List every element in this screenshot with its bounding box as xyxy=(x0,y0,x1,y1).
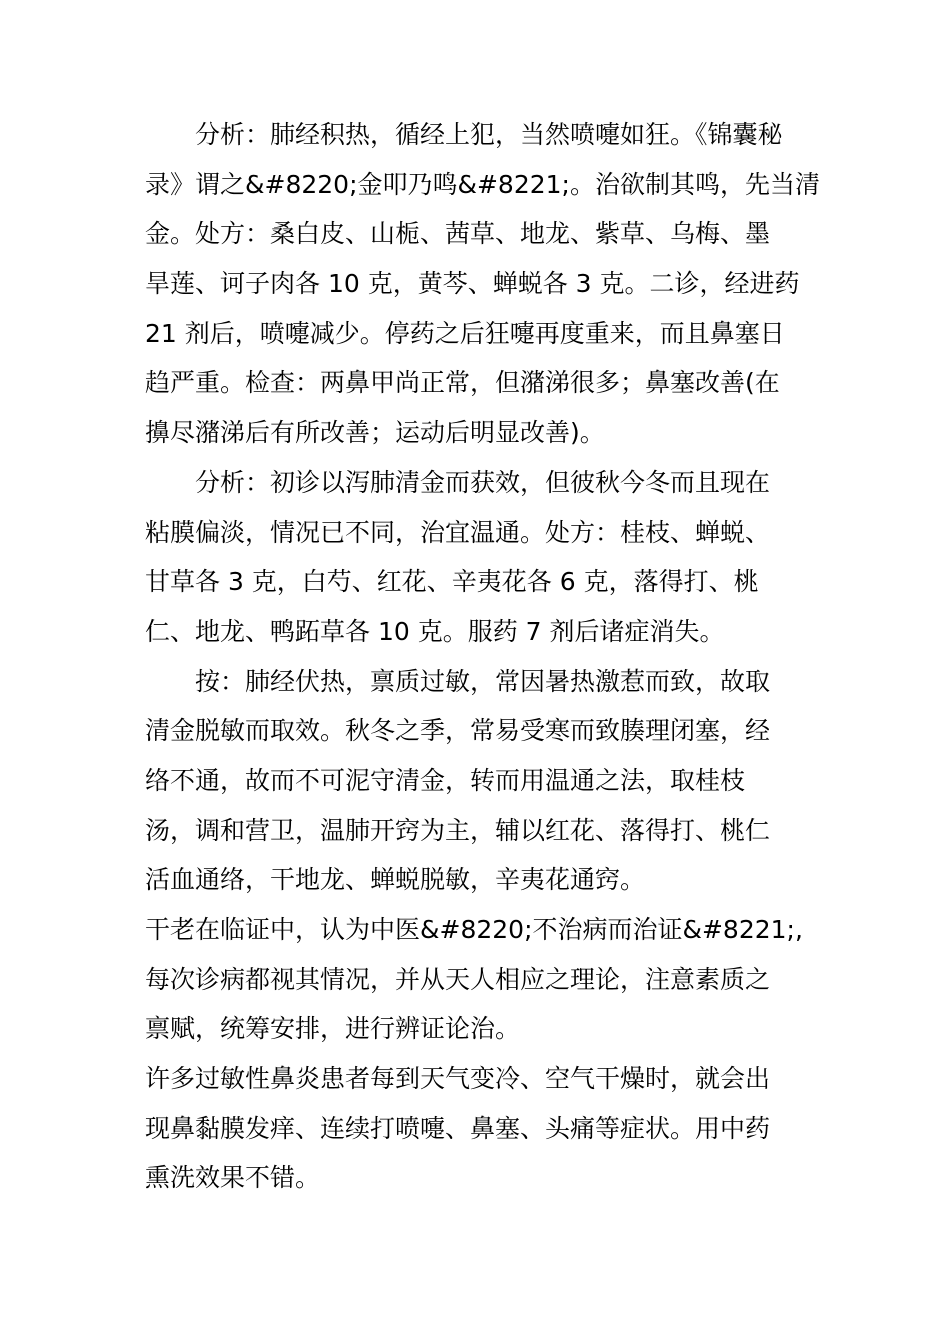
paragraph-fumigation xyxy=(145,1054,810,1203)
text-line: 络不通，故而不可泥守清金，转而用温通之法，取桂枝 xyxy=(145,765,746,795)
text-line: 活血通络，干地龙、蝉蜕脱敏，辛夷花通窍。 xyxy=(145,865,646,895)
text-line: 21 剂后，喷嚏减少。停药之后狂嚏再度重来，而且鼻塞日 xyxy=(145,318,785,348)
text-line: 许多过敏性鼻炎患者每到天气变冷、空气干燥时，就会出 xyxy=(145,1064,771,1094)
text-line: 擤尽潴涕后有所改善；运动后明显改善)。 xyxy=(145,418,605,448)
text-line: 金。处方：桑白皮、山栀、茜草、地龙、紫草、乌梅、墨 xyxy=(145,219,771,249)
text-line: 旱莲、诃子肉各 10 克，黄芩、蝉蜕各 3 克。二诊，经进药 xyxy=(145,269,800,299)
text-line: 禀赋，统筹安排，进行辨证论治。 xyxy=(145,1014,521,1044)
text-line: 甘草各 3 克，白芍、红花、辛夷花各 6 克，落得打、桃 xyxy=(145,567,759,597)
text-line: 分析：初诊以泻肺清金而获效，但彼秋今冬而且现在 xyxy=(195,467,771,497)
paragraph-analysis-2 xyxy=(145,458,810,657)
paragraph-note xyxy=(145,657,810,905)
document-body xyxy=(145,110,820,1203)
text-line: 粘膜偏淡，情况已不同，治宜温通。处方：桂枝、蝉蜕、 xyxy=(145,517,771,547)
paragraph-clinical-principle xyxy=(145,905,810,1054)
text-line: 按：肺经伏热，禀质过敏，常因暑热激惹而致，故取 xyxy=(195,666,771,696)
text-line: 干老在临证中，认为中医&#8220;不治病而治证&#8221;, xyxy=(145,915,803,944)
text-line: 录》谓之&#8220;金叩乃鸣&#8221;。治欲制其鸣，先当清 xyxy=(145,169,820,199)
text-line: 仁、地龙、鸭跖草各 10 克。服药 7 剂后诸症消失。 xyxy=(145,616,725,646)
text-line: 熏洗效果不错。 xyxy=(145,1163,321,1193)
paragraph-analysis-1 xyxy=(145,110,820,458)
text-line: 每次诊病都视其情况，并从天人相应之理论，注意素质之 xyxy=(145,964,771,994)
text-line: 趋严重。检查：两鼻甲尚正常，但潴涕很多；鼻塞改善(在 xyxy=(145,368,780,398)
text-line: 现鼻黏膜发痒、连续打喷嚏、鼻塞、头痛等症状。用中药 xyxy=(145,1113,771,1143)
text-line: 汤，调和营卫，温肺开窍为主，辅以红花、落得打、桃仁 xyxy=(145,815,771,845)
text-line: 分析：肺经积热，循经上犯，当然喷嚏如狂。《锦囊秘 xyxy=(195,120,783,149)
text-line: 清金脱敏而取效。秋冬之季，常易受寒而致腠理闭塞，经 xyxy=(145,716,771,746)
